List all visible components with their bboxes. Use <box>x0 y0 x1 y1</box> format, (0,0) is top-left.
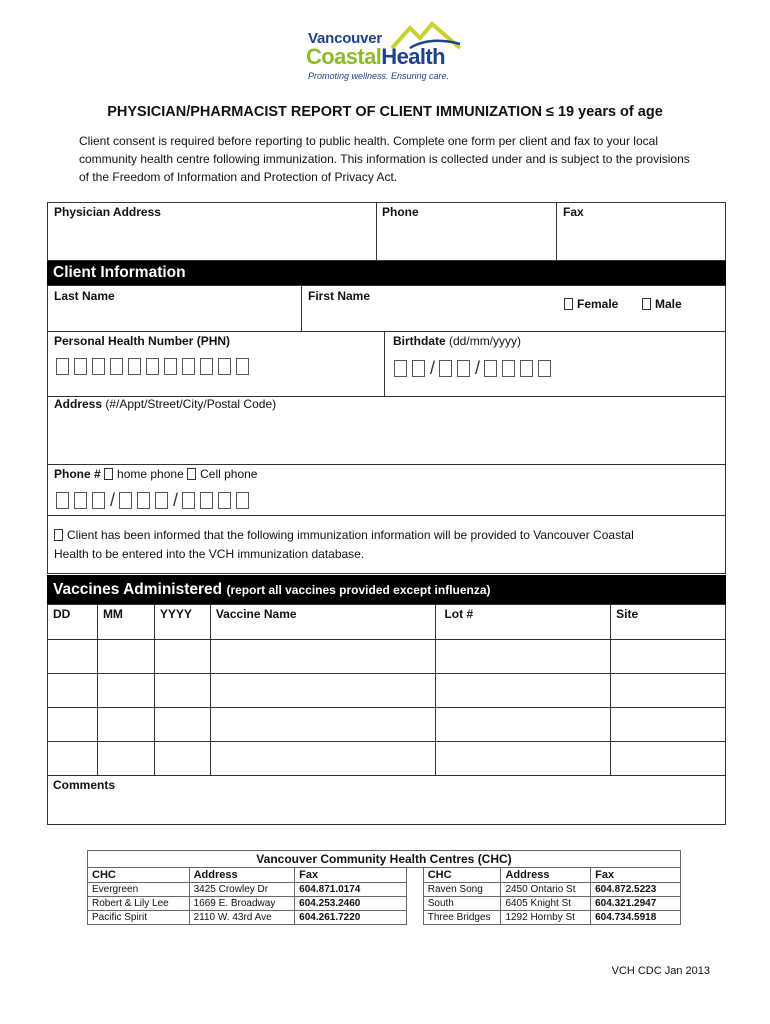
table-row[interactable] <box>48 674 726 708</box>
col-site: Site <box>611 605 726 640</box>
col-mm: MM <box>97 605 154 640</box>
physician-fax-label: Fax <box>563 205 584 219</box>
vaccines-heading: Vaccines Administered (report all vaccines provided except influenza) <box>47 575 726 604</box>
logo-tagline: Promoting wellness. Ensuring care. <box>308 71 450 81</box>
col-yyyy: YYYY <box>154 605 210 640</box>
consent-checkbox[interactable] <box>54 529 63 541</box>
client-info-heading: Client Information <box>47 261 726 285</box>
phone-row <box>54 467 257 481</box>
female-checkbox[interactable] <box>564 298 573 310</box>
vch-logo <box>300 18 470 84</box>
first-name-label: First Name <box>308 289 371 303</box>
vaccines-table <box>47 604 726 825</box>
col-vaccine-name: Vaccine Name <box>210 605 436 640</box>
comments-row[interactable]: Comments <box>48 776 726 825</box>
phone-label: Phone # <box>54 467 101 481</box>
home-phone-label: home phone <box>117 467 184 481</box>
logo-word-vancouver: Vancouver <box>308 30 383 47</box>
female-option[interactable] <box>564 297 618 311</box>
col-dd: DD <box>48 605 98 640</box>
table-row[interactable] <box>48 708 726 742</box>
male-label: Male <box>655 297 682 311</box>
address-label: Address (#/Appt/Street/City/Postal Code) <box>54 397 277 411</box>
consent-statement: Client has been informed that the following immunization information will be provided to Vancouver Coastal Health to be entered into the VCH immunization database. <box>54 528 634 561</box>
table-row[interactable] <box>48 640 726 674</box>
phn-label: Personal Health Number (PHN) <box>54 334 231 348</box>
male-checkbox[interactable] <box>642 298 651 310</box>
table-row: Pacific Spirit 2110 W. 43rd Ave 604.261.7220 Three Bridges 1292 Hornby St 604.734.5918 <box>88 911 681 925</box>
female-label: Female <box>577 297 619 311</box>
col-lot: Lot # <box>436 605 611 640</box>
client-info-section <box>47 285 726 574</box>
chc-header-row: CHC Address Fax CHC Address Fax <box>88 868 681 883</box>
physician-section <box>47 202 726 261</box>
logo-word-coastal-health: CoastalHealth <box>306 44 445 69</box>
intro-text: Client consent is required before reporting to public health. Complete one form per client and fax to your local community health centre following immunization. This information is collected under and is subject to the provisions of the Freedom of Information and Protection of Privacy Act. <box>79 134 690 184</box>
form-title: PHYSICIAN/PHARMACIST REPORT OF CLIENT IMMUNIZATION ≤ 19 years of age <box>107 104 663 120</box>
male-option[interactable] <box>642 297 682 311</box>
cell-phone-label: Cell phone <box>200 467 258 481</box>
phone-digit-boxes[interactable]: / / <box>56 490 254 511</box>
chc-table <box>87 850 681 925</box>
chc-caption: Vancouver Community Health Centres (CHC) <box>88 851 681 868</box>
vaccines-header-row <box>48 605 726 640</box>
last-name-label: Last Name <box>54 289 115 303</box>
physician-phone-label: Phone <box>382 205 419 219</box>
phn-digit-boxes[interactable] <box>56 358 254 375</box>
birthdate-label: Birthdate (dd/mm/yyyy) <box>393 334 522 348</box>
table-row: Evergreen 3425 Crowley Dr 604.871.0174 Raven Song 2450 Ontario St 604.872.5223 <box>88 883 681 897</box>
footer-version: VCH CDC Jan 2013 <box>611 965 710 977</box>
table-row: Robert & Lily Lee 1669 E. Broadway 604.253.2460 South 6405 Knight St 604.321.2947 <box>88 897 681 911</box>
table-row[interactable] <box>48 742 726 776</box>
home-phone-checkbox[interactable] <box>104 468 113 480</box>
physician-address-label: Physician Address <box>54 205 161 219</box>
birthdate-digit-boxes[interactable]: / / <box>394 358 556 379</box>
cell-phone-checkbox[interactable] <box>187 468 196 480</box>
